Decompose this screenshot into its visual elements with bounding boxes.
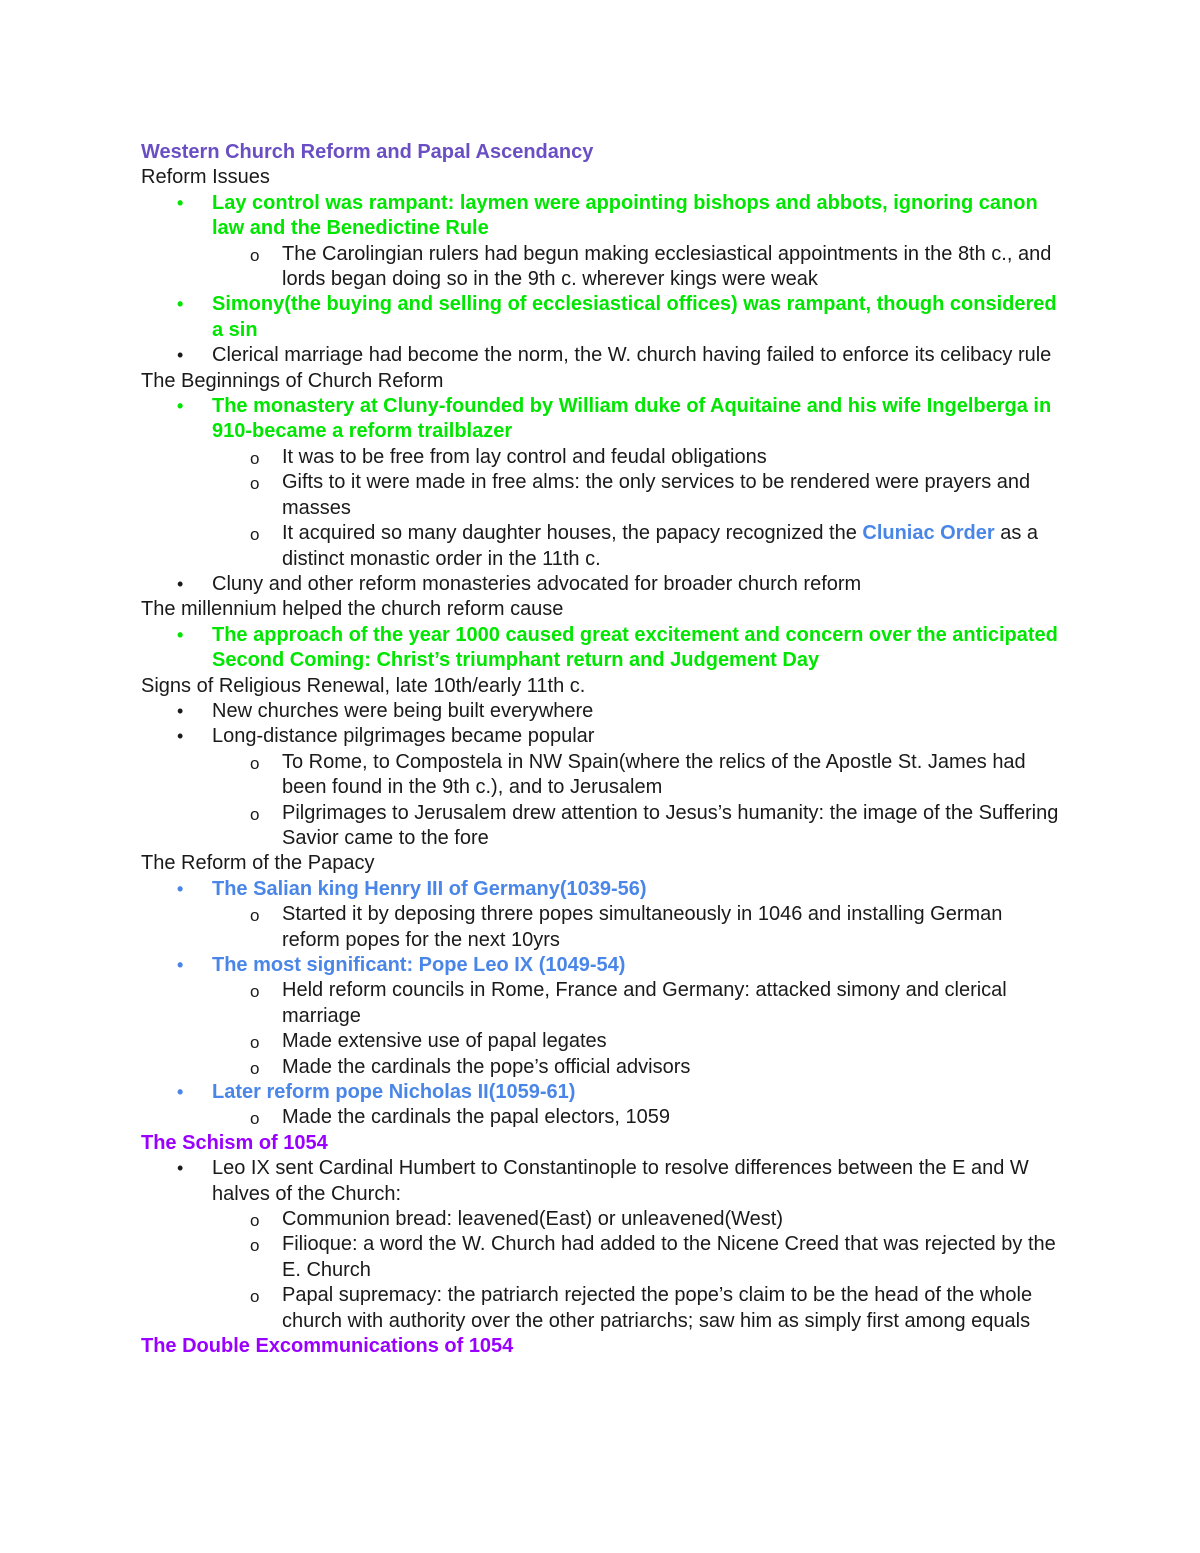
list-item: [141, 877, 1061, 902]
cluniac-order-highlight: Cluniac Order: [862, 522, 995, 545]
sub-list-item-text: The Carolingian rulers had begun making ecclesiastical appointments in the 8th c., and lords began doing so in the 9th c. wherever kings were weak: [282, 242, 1052, 291]
list-item-text: Lay control was rampant: laymen were appointing bishops and abbots, ignoring canon law and the Benedictine Rule: [212, 191, 1038, 240]
list-item: [141, 343, 1061, 368]
sub-list-item: [141, 978, 1061, 1029]
section-heading-millennium: The millennium helped the church reform cause: [141, 598, 564, 621]
sub-list-item: [141, 1207, 1061, 1232]
sub-list-item-text: Pilgrimages to Jerusalem drew attention to Jesus’s humanity: the image of the Suffering Savior came to the fore: [282, 801, 1059, 849]
section-heading-schism: The Schism of 1054: [141, 1131, 328, 1154]
bullet-icon: •: [177, 955, 184, 975]
sub-list-item: [141, 750, 1061, 801]
list-item-text: The approach of the year 1000 caused great excitement and concern over the anticipated Second Coming: Christ’s triumphant return and Judgement Day: [212, 623, 1058, 672]
bullet-icon: •: [177, 700, 184, 721]
sub-list-item-text: To Rome, to Compostela in NW Spain(where the relics of the Apostle St. James had been found in the 9th c.), and to Jerusalem: [282, 750, 1026, 799]
bullet-icon: •: [177, 294, 184, 315]
sub-list-item: [141, 1029, 1061, 1054]
sub-list-item-text: It was to be free from lay control and feudal obligations: [282, 445, 767, 468]
sub-list-item-text: Papal supremacy: the patriarch rejected the pope’s claim to be the head of the whole church with authority over the other patriarchs; saw him as simply first among equals: [282, 1284, 1033, 1332]
section-heading-excommunications: The Double Excommunications of 1054: [141, 1335, 514, 1358]
sub-list-item-text: Made the cardinals the pope’s official advisors: [282, 1055, 691, 1078]
list-item-text: New churches were being built everywhere: [212, 699, 594, 722]
list-item-text: Later reform pope Nicholas II(1059-61): [212, 1081, 576, 1104]
sub-list-item: [141, 470, 1061, 521]
bullet-icon: •: [177, 1158, 184, 1179]
ring-bullet-icon: o: [250, 1287, 260, 1307]
sub-list-item-text: Filioque: a word the W. Church had added to the Nicene Creed that was rejected by the E. Church: [282, 1233, 1056, 1281]
sub-list-item-text: Communion bread: leavened(East) or unleavened(West): [282, 1208, 784, 1231]
sub-list-item: [141, 242, 1061, 293]
list-item-text: The Salian king Henry III of Germany(1039-56): [212, 877, 647, 900]
sub-list-item: [141, 445, 1061, 470]
list-item: [141, 1156, 1061, 1207]
sub-list-item: [141, 801, 1061, 852]
list-item-text: Simony(the buying and selling of ecclesiastical offices) was rampant, though considered a sin: [212, 293, 1057, 341]
section-heading-reform-issues: Reform Issues: [141, 166, 270, 189]
ring-bullet-icon: o: [250, 753, 260, 773]
ring-bullet-icon: o: [250, 804, 260, 824]
sub-list-item-text: Made the cardinals the papal electors, 1059: [282, 1106, 671, 1129]
ring-bullet-icon: o: [250, 1109, 260, 1129]
ring-bullet-icon: o: [250, 448, 260, 468]
ring-bullet-icon: o: [250, 906, 260, 926]
document-title: Western Church Reform and Papal Ascendancy: [141, 141, 594, 163]
ring-bullet-icon: o: [250, 474, 260, 494]
list-item: [141, 699, 1061, 724]
sub-list-item-text-end: as a distinct monastic order in the 11th c.: [282, 522, 1038, 570]
sub-list-item: [141, 1283, 1061, 1334]
sub-list-item: [141, 1105, 1061, 1130]
bullet-icon: •: [177, 878, 184, 899]
list-item: [141, 724, 1061, 749]
sub-list-item-text: Gifts to it were made in free alms: the only services to be rendered were prayers and masses: [282, 471, 1031, 519]
bullet-icon: •: [177, 345, 184, 366]
sub-list-item: [141, 902, 1061, 953]
sub-list-item: [141, 1232, 1061, 1283]
list-item-text: Clerical marriage had become the norm, the W. church having failed to enforce its celibacy rule: [212, 344, 1052, 367]
section-heading-beginnings: The Beginnings of Church Reform: [141, 369, 444, 392]
list-item: [141, 292, 1061, 343]
list-item: [141, 623, 1061, 674]
ring-bullet-icon: o: [250, 525, 260, 545]
list-item-text: The most significant: Pope Leo IX (1049-54): [212, 954, 626, 976]
list-item: [141, 1080, 1061, 1105]
list-item: [141, 572, 1061, 597]
bullet-icon: •: [177, 1082, 184, 1103]
list-item: [141, 191, 1061, 242]
sub-list-item-text: Started it by deposing threre popes simultaneously in 1046 and installing German reform popes for the next 10yrs: [282, 903, 1003, 951]
list-item: [141, 394, 1061, 445]
ring-bullet-icon: o: [250, 982, 260, 1002]
document-body: [141, 140, 1061, 1360]
sub-list-item-text-start: It acquired so many daughter houses, the papacy recognized the: [282, 522, 863, 545]
sub-list-item: [141, 1055, 1061, 1080]
section-heading-signs: Signs of Religious Renewal, late 10th/early 11th c.: [141, 674, 586, 697]
ring-bullet-icon: o: [250, 245, 260, 265]
sub-list-item-text: Made extensive use of papal legates: [282, 1030, 607, 1053]
list-item: [141, 953, 1061, 978]
ring-bullet-icon: o: [250, 1033, 260, 1053]
ring-bullet-icon: o: [250, 1211, 260, 1231]
bullet-icon: •: [177, 726, 184, 747]
bullet-icon: •: [177, 396, 184, 417]
bullet-icon: •: [177, 192, 184, 213]
bullet-icon: •: [177, 573, 184, 594]
list-item-text: The monastery at Cluny-founded by William duke of Aquitaine and his wife Ingelberga in 910-became a reform trailblazer: [212, 395, 1052, 443]
section-heading-papacy: The Reform of the Papacy: [141, 852, 375, 875]
bullet-icon: •: [177, 624, 184, 645]
list-item-text: Leo IX sent Cardinal Humbert to Constantinople to resolve differences between the E and W halves of the Church:: [212, 1157, 1029, 1205]
ring-bullet-icon: o: [250, 1236, 260, 1256]
sub-list-item-text: Held reform councils in Rome, France and Germany: attacked simony and clerical marriage: [282, 979, 1007, 1027]
ring-bullet-icon: o: [250, 1058, 260, 1078]
list-item-text: Long-distance pilgrimages became popular: [212, 725, 595, 748]
sub-list-item: [141, 521, 1061, 572]
list-item-text: Cluny and other reform monasteries advocated for broader church reform: [212, 572, 862, 595]
